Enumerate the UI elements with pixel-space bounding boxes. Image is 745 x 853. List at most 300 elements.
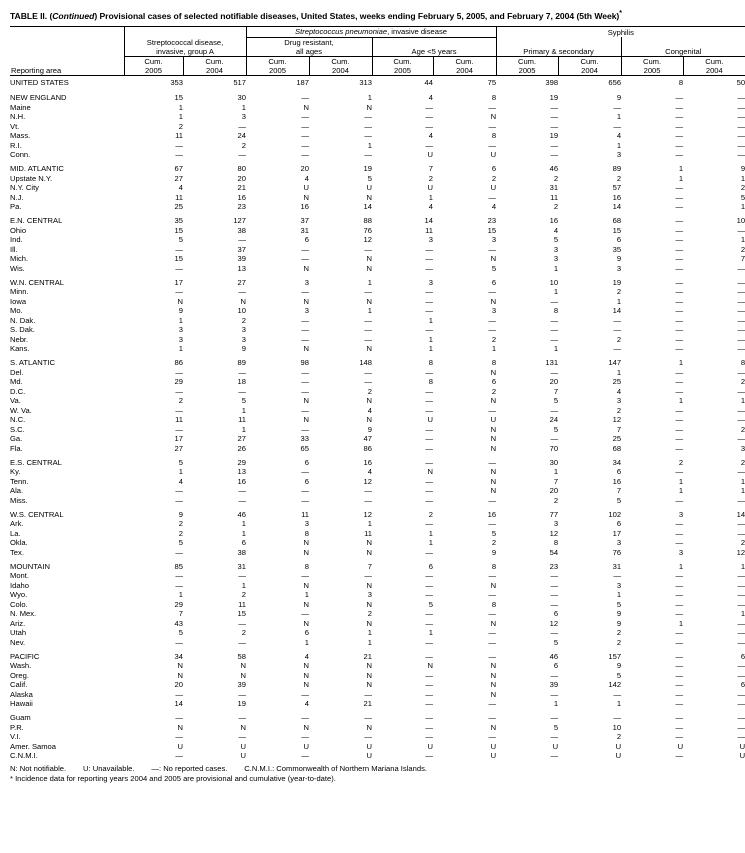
footnote-incidence: * Incidence data for reporting years 2004 and 2005 are provisional and cumulative (year-to-date).	[10, 774, 336, 784]
row-value-cell: —	[488, 571, 497, 581]
row-value-cell: —	[675, 571, 684, 581]
row-value-cell: —	[675, 306, 684, 316]
row-value-cell: 2	[178, 519, 183, 529]
row-value-cell: —	[425, 670, 433, 680]
table-row	[10, 306, 745, 316]
row-value-cell: —	[550, 590, 559, 600]
row-value-cell: —	[550, 367, 559, 377]
row-value-cell: —	[550, 670, 559, 680]
row-value-cell: 14	[424, 216, 433, 226]
row-value-cell: 19	[549, 93, 559, 103]
row-value-cell: N	[303, 102, 309, 112]
row-value-cell: 57	[612, 183, 622, 193]
header-cum-label: Cum.	[705, 56, 724, 66]
header-row-columns	[10, 56, 745, 75]
row-value-cell: 25	[174, 202, 183, 212]
row-value-cell: —	[364, 377, 372, 387]
row-value-cell: 19	[612, 277, 622, 287]
row-value-cell: 1	[241, 102, 246, 112]
row-value-cell: —	[488, 495, 497, 505]
row-value-cell: —	[488, 244, 497, 254]
row-value-cell: —	[301, 140, 309, 150]
row-value-cell: —	[425, 254, 433, 264]
row-value-cell: 6	[304, 628, 309, 638]
row-value-cell: U	[490, 150, 497, 160]
row-value-cell: 1	[678, 476, 684, 486]
header-cum-label: Cum.	[393, 56, 412, 66]
row-value-cell: —	[675, 131, 684, 141]
row-value-cell: 157	[608, 651, 622, 661]
row-area-label: Colo.	[10, 599, 28, 609]
row-value-cell: 24	[549, 415, 559, 425]
row-value-cell: 18	[237, 377, 246, 387]
row-value-cell: —	[737, 102, 745, 112]
row-value-cell: N	[490, 722, 497, 732]
row-value-cell: —	[550, 628, 559, 638]
row-value-cell: N	[303, 680, 309, 690]
row-value-cell: 11	[238, 599, 246, 609]
row-value-cell: —	[238, 495, 246, 505]
row-value-cell: 1	[428, 334, 433, 344]
row-value-cell: N	[366, 661, 372, 671]
header-cum-label: Cum.	[580, 56, 599, 66]
row-value-cell: 5	[553, 235, 559, 245]
row-value-cell: —	[238, 689, 246, 699]
row-value-cell: 2	[553, 173, 559, 183]
row-value-cell: —	[675, 277, 684, 287]
row-value-cell: 44	[424, 78, 433, 88]
row-value-cell: —	[550, 689, 559, 699]
table-row	[10, 557, 745, 571]
row-value-cell: 1	[428, 538, 433, 548]
row-value-cell: 15	[174, 225, 183, 235]
row-value-cell: —	[425, 699, 433, 709]
row-value-cell: N	[490, 580, 497, 590]
row-value-cell: —	[737, 112, 745, 122]
row-value-cell: 5	[178, 235, 183, 245]
header-year-label: 2005	[643, 66, 661, 76]
row-value-cell: 27	[237, 277, 246, 287]
row-value-cell: —	[550, 580, 559, 590]
row-value-cell: U	[240, 751, 246, 761]
header-year-label: 2005	[145, 66, 162, 76]
row-value-cell: N	[303, 538, 309, 548]
row-value-cell: —	[425, 396, 433, 406]
row-area-label: Fla.	[10, 444, 23, 453]
row-value-cell: —	[550, 315, 559, 325]
row-value-cell: 67	[174, 164, 183, 174]
header-col-drugresistant-2005	[246, 56, 309, 75]
table-row	[10, 396, 745, 406]
table-row	[10, 619, 745, 629]
row-value-cell: N	[366, 344, 372, 354]
row-value-cell: 102	[608, 509, 622, 519]
row-area-label: Ark.	[10, 519, 24, 529]
row-value-cell: —	[488, 637, 497, 647]
row-value-cell: —	[675, 751, 684, 761]
row-value-cell: 9	[616, 93, 622, 103]
row-value-cell: —	[737, 528, 745, 538]
row-value-cell: U	[552, 741, 559, 751]
row-value-cell: 9	[178, 306, 183, 316]
row-value-cell: —	[675, 140, 684, 150]
row-value-cell: 6	[491, 277, 497, 287]
row-value-cell: 11	[550, 192, 559, 202]
row-area-label: Wash.	[10, 661, 32, 671]
row-value-cell: 1	[304, 637, 309, 647]
row-value-cell: —	[675, 377, 684, 387]
table-row	[10, 590, 745, 600]
row-value-cell: 1	[740, 609, 745, 619]
row-value-cell: 2	[740, 424, 745, 434]
row-value-cell: —	[238, 637, 246, 647]
row-value-cell: 1	[367, 637, 372, 647]
row-value-cell: 4	[304, 699, 309, 709]
row-area-label: Ill.	[10, 244, 18, 254]
header-cum-label: Cum.	[455, 56, 474, 66]
row-value-cell: 9	[616, 618, 622, 628]
table-row	[10, 581, 745, 591]
row-value-cell: —	[675, 93, 684, 103]
table-row	[10, 732, 745, 742]
row-value-cell: 10	[549, 277, 559, 287]
header-col-strep-2005	[124, 56, 183, 75]
row-value-cell: 33	[300, 434, 309, 444]
row-value-cell: 6	[553, 609, 559, 619]
row-value-cell: 29	[174, 377, 183, 387]
row-value-cell: —	[364, 495, 372, 505]
table-row	[10, 160, 745, 174]
row-value-cell: 11	[238, 415, 246, 425]
row-value-cell: —	[737, 121, 745, 131]
row-value-cell: 14	[363, 202, 372, 212]
table-row	[10, 335, 745, 345]
row-value-cell: —	[737, 225, 745, 235]
row-value-cell: 8	[304, 561, 309, 571]
row-value-cell: —	[301, 689, 309, 699]
row-value-cell: 2	[740, 538, 745, 548]
row-area-label: NEW ENGLAND	[10, 93, 67, 103]
row-value-cell: —	[238, 150, 246, 160]
row-value-cell: —	[364, 112, 372, 122]
row-value-cell: 8	[428, 358, 433, 368]
table-row	[10, 226, 745, 236]
row-value-cell: 3	[304, 306, 309, 316]
row-value-cell: 3	[428, 277, 433, 287]
row-value-cell: 5	[553, 637, 559, 647]
row-value-cell: —	[175, 287, 183, 297]
row-value-cell: 12	[363, 235, 372, 245]
row-value-cell: 2	[678, 457, 684, 467]
row-area-label: Ind.	[10, 235, 23, 245]
row-value-cell: U	[303, 183, 309, 193]
row-area-label: Idaho	[10, 580, 30, 590]
row-value-cell: —	[675, 296, 684, 306]
row-value-cell: —	[675, 415, 684, 425]
row-value-cell: —	[364, 131, 372, 141]
header-group-strep-disease	[124, 37, 246, 56]
row-value-cell: 1	[553, 287, 559, 297]
row-value-cell: 3	[616, 150, 622, 160]
row-area-label: E.N. CENTRAL	[10, 216, 63, 226]
row-area-label: Tenn.	[10, 476, 29, 486]
row-value-cell: —	[238, 732, 246, 742]
row-value-cell: 2	[616, 637, 622, 647]
header-spacer-top-left	[10, 27, 124, 37]
row-value-cell: —	[175, 405, 183, 415]
row-value-cell: N	[240, 661, 246, 671]
table-row	[10, 454, 745, 468]
row-value-cell: 10	[612, 722, 622, 732]
row-value-cell: 20	[549, 377, 559, 387]
row-value-cell: —	[301, 467, 309, 477]
row-value-cell: —	[301, 486, 309, 496]
row-value-cell: 131	[545, 358, 559, 368]
row-value-cell: —	[737, 296, 745, 306]
table-row	[10, 212, 745, 226]
header-strep-line2: invasive, group A	[156, 46, 214, 56]
row-value-cell: 127	[233, 216, 246, 226]
row-value-cell: 2	[491, 386, 497, 396]
table-row	[10, 548, 745, 558]
table-row	[10, 609, 745, 619]
row-value-cell: 15	[174, 93, 183, 103]
row-value-cell: 76	[363, 225, 372, 235]
row-value-cell: 3	[241, 325, 246, 335]
row-value-cell: —	[488, 287, 497, 297]
row-value-cell: 29	[174, 599, 183, 609]
row-value-cell: 89	[612, 164, 622, 174]
row-value-cell: 20	[174, 680, 183, 690]
table-header	[10, 27, 745, 76]
row-value-cell: 1	[616, 699, 622, 709]
row-value-cell: 2	[616, 287, 622, 297]
row-area-label: C.N.M.I.	[10, 751, 38, 761]
row-value-cell: 12	[612, 415, 622, 425]
row-value-cell: 8	[491, 131, 497, 141]
row-value-cell: —	[675, 590, 684, 600]
row-value-cell: —	[488, 192, 497, 202]
row-value-cell: —	[737, 571, 745, 581]
row-value-cell: N	[490, 476, 497, 486]
row-area-label: N.J.	[10, 192, 24, 202]
row-value-cell: U	[427, 415, 433, 425]
row-value-cell: N	[366, 192, 372, 202]
row-value-cell: 1	[616, 590, 622, 600]
row-value-cell: —	[425, 751, 433, 761]
row-area-label: Mich.	[10, 254, 29, 264]
row-value-cell: 70	[549, 444, 559, 453]
row-value-cell: 31	[300, 225, 309, 235]
header-group-spneumoniae-italic: Streptococcus pneumoniae	[295, 27, 388, 37]
row-value-cell: 1	[178, 102, 183, 112]
row-value-cell: U	[739, 751, 745, 761]
row-value-cell: —	[364, 244, 372, 254]
row-value-cell: 10	[736, 216, 745, 226]
row-value-cell: —	[301, 287, 309, 297]
row-value-cell: —	[550, 713, 559, 723]
row-area-label: Oreg.	[10, 670, 29, 680]
row-value-cell: —	[301, 150, 309, 160]
row-value-cell: —	[301, 315, 309, 325]
row-value-cell: —	[737, 434, 745, 444]
row-value-cell: 187	[296, 78, 309, 88]
row-value-cell: —	[675, 102, 684, 112]
row-value-cell: 2	[241, 315, 246, 325]
row-value-cell: —	[175, 689, 183, 699]
row-value-cell: 4	[428, 131, 433, 141]
row-area-label: Minn.	[10, 287, 29, 297]
row-value-cell: —	[675, 287, 684, 297]
row-value-cell: 16	[612, 192, 622, 202]
row-value-cell: 3	[616, 538, 622, 548]
row-value-cell: 5	[178, 538, 183, 548]
row-value-cell: 12	[736, 547, 745, 557]
row-value-cell: 6	[491, 377, 497, 387]
row-value-cell: —	[737, 93, 745, 103]
row-value-cell: U	[490, 751, 497, 761]
row-value-cell: —	[425, 519, 433, 529]
row-value-cell: —	[737, 131, 745, 141]
row-value-cell: 6	[241, 538, 246, 548]
row-value-cell: —	[301, 367, 309, 377]
table-row	[10, 131, 745, 141]
row-value-cell: U	[615, 741, 622, 751]
row-value-cell: —	[301, 713, 309, 723]
row-area-label: Hawaii	[10, 699, 33, 709]
row-value-cell: 1	[740, 396, 745, 406]
row-value-cell: 9	[367, 424, 372, 434]
row-value-cell: N	[177, 722, 183, 732]
row-value-cell: N	[303, 396, 309, 406]
table-row	[10, 377, 745, 387]
row-value-cell: 148	[359, 358, 372, 368]
row-value-cell: —	[488, 713, 497, 723]
row-value-cell: 7	[616, 424, 622, 434]
row-value-cell: 16	[487, 509, 497, 519]
row-value-cell: 3	[304, 277, 309, 287]
row-value-cell: —	[675, 444, 684, 453]
row-value-cell: 86	[174, 358, 183, 368]
row-value-cell: 19	[549, 131, 559, 141]
row-value-cell: —	[238, 486, 246, 496]
table-row	[10, 519, 745, 529]
row-value-cell: —	[737, 699, 745, 709]
row-value-cell: —	[238, 386, 246, 396]
row-value-cell: —	[675, 538, 684, 548]
header-group-syphilis: Syphilis	[496, 27, 745, 37]
row-value-cell: 17	[174, 277, 183, 287]
row-area-label: Okla.	[10, 538, 28, 548]
row-value-cell: —	[238, 121, 246, 131]
row-value-cell: 12	[549, 618, 559, 628]
row-value-cell: —	[488, 699, 497, 709]
row-value-cell: N	[490, 254, 497, 264]
row-value-cell: N	[366, 415, 372, 425]
row-value-cell: 3	[553, 519, 559, 529]
row-value-cell: 21	[363, 699, 372, 709]
row-value-cell: —	[675, 609, 684, 619]
row-value-cell: 3	[678, 509, 684, 519]
row-area-label: PACIFIC	[10, 651, 40, 661]
row-value-cell: N	[490, 444, 497, 453]
row-value-cell: —	[550, 140, 559, 150]
row-value-cell: 1	[367, 93, 372, 103]
row-value-cell: —	[175, 150, 183, 160]
row-value-cell: —	[488, 405, 497, 415]
row-value-cell: 68	[612, 216, 622, 226]
row-value-cell: 80	[237, 164, 246, 174]
header-group-congenital: Congenital	[621, 37, 745, 56]
row-value-cell: —	[425, 732, 433, 742]
row-value-cell: 6	[616, 235, 622, 245]
row-value-cell: 89	[237, 358, 246, 368]
row-value-cell: 1	[428, 192, 433, 202]
row-value-cell: 8	[553, 306, 559, 316]
row-value-cell: —	[425, 444, 433, 453]
row-value-cell: 142	[608, 680, 622, 690]
row-value-cell: 30	[237, 93, 246, 103]
row-value-cell: 8	[553, 538, 559, 548]
row-value-cell: 4	[178, 183, 183, 193]
row-area-label: Mont.	[10, 571, 29, 581]
row-value-cell: —	[675, 263, 684, 273]
row-value-cell: —	[425, 590, 433, 600]
row-value-cell: —	[737, 495, 745, 505]
row-value-cell: N	[303, 296, 309, 306]
row-value-cell: —	[425, 263, 433, 273]
title-main: ) Provisional cases of selected notifiable diseases, United States, weeks ending February 5, 2005, and February 7, 2004 (5th Week)	[94, 10, 620, 21]
row-value-cell: 4	[616, 386, 622, 396]
row-value-cell: 1	[740, 202, 745, 212]
row-value-cell: —	[175, 571, 183, 581]
row-value-cell: 1	[678, 396, 684, 406]
row-value-cell: —	[425, 486, 433, 496]
row-value-cell: —	[301, 495, 309, 505]
row-value-cell: —	[737, 590, 745, 600]
row-value-cell: 39	[237, 254, 246, 264]
table-row	[10, 316, 745, 326]
table-row	[10, 254, 745, 264]
row-value-cell: 3	[678, 547, 684, 557]
row-value-cell: —	[675, 732, 684, 742]
row-value-cell: —	[737, 599, 745, 609]
row-area-label: Ala.	[10, 486, 24, 496]
row-value-cell: 5	[616, 670, 622, 680]
row-value-cell: —	[425, 495, 433, 505]
row-value-cell: 30	[549, 457, 559, 467]
row-value-cell: N	[240, 670, 246, 680]
row-value-cell: —	[364, 571, 372, 581]
row-value-cell: 16	[300, 202, 309, 212]
row-value-cell: —	[425, 140, 433, 150]
row-value-cell: 12	[363, 476, 372, 486]
header-col-age5-2004	[433, 56, 496, 75]
row-value-cell: —	[425, 609, 433, 619]
row-value-cell: 1	[241, 519, 246, 529]
table-row	[10, 671, 745, 681]
header-row-subgroups	[10, 37, 745, 56]
table-row	[10, 699, 745, 709]
row-value-cell: —	[301, 386, 309, 396]
row-area-label: N.C.	[10, 415, 26, 425]
row-value-cell: —	[301, 254, 309, 264]
header-cum-label: Cum.	[331, 56, 350, 66]
row-value-cell: 517	[233, 78, 246, 88]
table-row	[10, 150, 745, 160]
row-value-cell: 5	[553, 722, 559, 732]
row-value-cell: —	[301, 405, 309, 415]
